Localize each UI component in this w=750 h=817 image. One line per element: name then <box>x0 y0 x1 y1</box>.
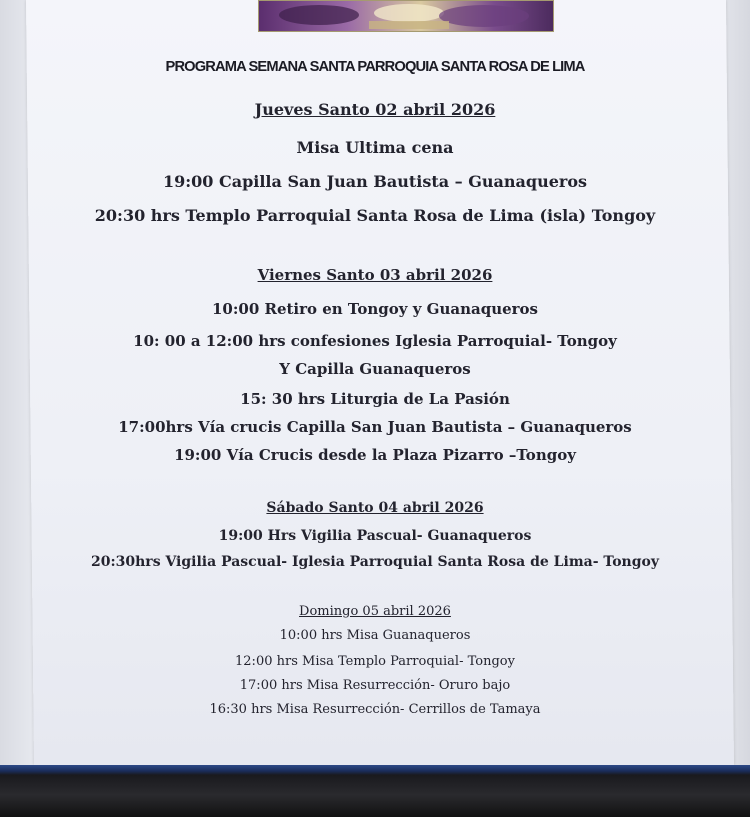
schedule-line: 17:00hrs Vía crucis Capilla San Juan Bautista – Guanaqueros <box>118 418 632 436</box>
schedule-line: Misa Ultima cena <box>296 138 454 157</box>
header-banner-image <box>258 0 554 32</box>
monitor-bezel <box>0 765 750 817</box>
page-title: PROGRAMA SEMANA SANTA PARROQUIA SANTA ROSA DE LIMA <box>165 58 585 75</box>
section-heading-sabado: Sábado Santo 04 abril 2026 <box>266 500 484 516</box>
section-heading-domingo: Domingo 05 abril 2026 <box>299 604 451 619</box>
schedule-line: 19:00 Capilla San Juan Bautista – Guanaqueros <box>162 172 588 191</box>
section-heading-viernes: Viernes Santo 03 abril 2026 <box>257 266 493 284</box>
banner-illustration <box>259 1 553 31</box>
schedule-line: 20:30hrs Vigilia Pascual- Iglesia Parroquial Santa Rosa de Lima- Tongoy <box>91 554 659 570</box>
schedule-line: 20:30 hrs Templo Parroquial Santa Rosa de Lima (isla) Tongoy <box>94 206 656 225</box>
schedule-line: 10:00 Retiro en Tongoy y Guanaqueros <box>211 300 538 318</box>
schedule-line: 19:00 Hrs Vigilia Pascual- Guanaqueros <box>218 528 532 544</box>
schedule-line: 16:30 hrs Misa Resurrección- Cerrillos de Tamaya <box>209 702 541 717</box>
schedule-line: 10:00 hrs Misa Guanaqueros <box>279 628 471 643</box>
schedule-line: 10: 00 a 12:00 hrs confesiones Iglesia Parroquial- Tongoy <box>133 332 617 350</box>
schedule-line: 17:00 hrs Misa Resurrección- Oruro bajo <box>239 678 511 693</box>
schedule-line: 12:00 hrs Misa Templo Parroquial- Tongoy <box>235 654 515 669</box>
schedule-line: 15: 30 hrs Liturgia de La Pasión <box>240 390 510 408</box>
schedule-line: 19:00 Vía Crucis desde la Plaza Pizarro –Tongoy <box>174 446 576 464</box>
section-heading-jueves: Jueves Santo 02 abril 2026 <box>254 100 496 119</box>
schedule-line: Y Capilla Guanaqueros <box>279 360 471 378</box>
